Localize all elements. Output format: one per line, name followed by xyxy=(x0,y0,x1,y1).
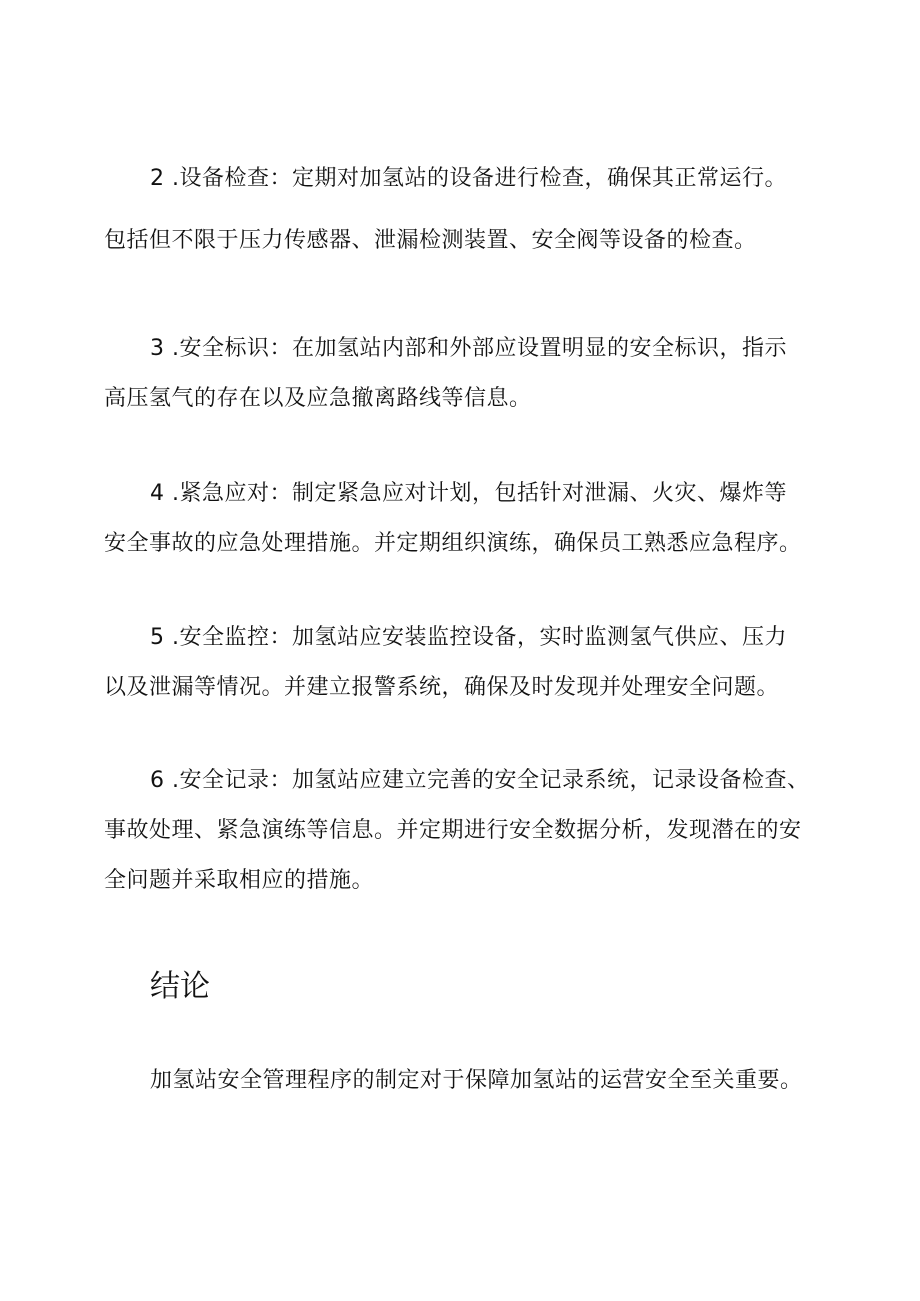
item-3-line-2: 高压氢气的存在以及应急撤离路线等信息。 xyxy=(104,386,532,411)
item-6-line-3: 全问题并采取相应的措施。 xyxy=(104,868,375,893)
item-4-line-1: 4 .紧急应对：制定紧急应对计划，包括针对泄漏、火灾、爆炸等 xyxy=(150,481,787,506)
item-3-line-1: 3 .安全标识：在加氢站内部和外部应设置明显的安全标识，指示 xyxy=(150,336,787,361)
item-2-line-2: 包括但不限于压力传感器、泄漏检测装置、安全阀等设备的检查。 xyxy=(104,228,757,253)
item-2-line-1: 2 .设备检查：定期对加氢站的设备进行检查，确保其正常运行。 xyxy=(150,166,787,191)
item-6-line-2: 事故处理、紧急演练等信息。并定期进行安全数据分析，发现潜在的安 xyxy=(104,818,802,843)
conclusion-paragraph: 加氢站安全管理程序的制定对于保障加氢站的运营安全至关重要。 xyxy=(150,1068,803,1093)
item-5-line-1: 5 .安全监控：加氢站应安装监控设备，实时监测氢气供应、压力 xyxy=(150,625,787,650)
item-5-line-2: 以及泄漏等情况。并建立报警系统，确保及时发现并处理安全问题。 xyxy=(104,675,780,700)
conclusion-heading: 结论 xyxy=(150,969,210,1004)
item-4-line-2: 安全事故的应急处理措施。并定期组织演练，确保员工熟悉应急程序。 xyxy=(104,531,802,556)
item-6-line-1: 6 .安全记录：加氢站应建立完善的安全记录系统，记录设备检查、 xyxy=(150,768,810,793)
